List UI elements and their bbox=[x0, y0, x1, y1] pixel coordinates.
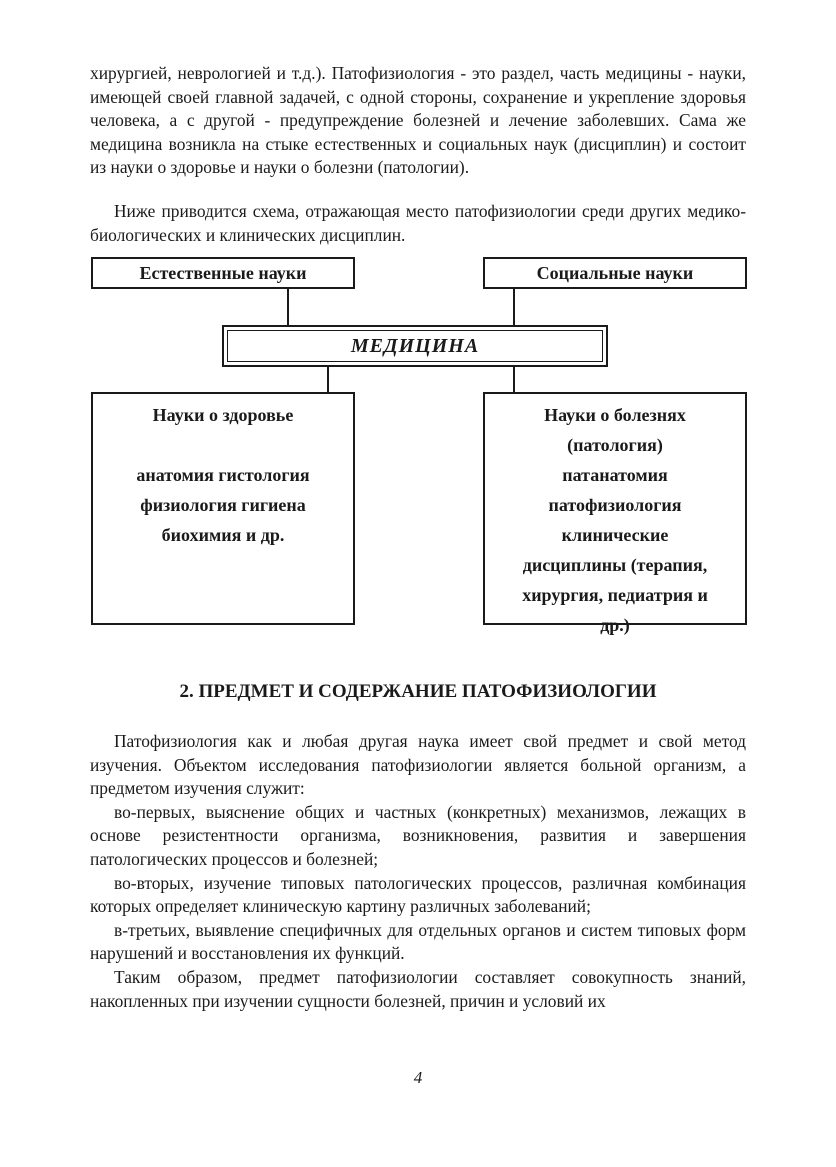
social-sciences-box: Социальные науки bbox=[483, 257, 747, 289]
health-sciences-line: биохимия и др. bbox=[161, 525, 285, 545]
health-sciences-title: Науки о здоровье bbox=[152, 405, 294, 425]
health-sciences-line: физиология гигиена bbox=[140, 495, 306, 515]
medicine-label: МЕДИЦИНА bbox=[227, 330, 603, 362]
section-paragraph: Патофизиология как и любая другая наука имеет свой предмет и свой метод изучения. Объектом исследования патофизиологии является больной организм, а предметом изучения служит: bbox=[90, 731, 746, 799]
disease-sciences-box bbox=[483, 392, 747, 635]
disease-sciences-line: др.) bbox=[600, 615, 630, 635]
disease-sciences-line: патанатомия bbox=[562, 465, 668, 485]
page-number: 4 bbox=[413, 1068, 423, 1087]
section-heading: 2. ПРЕДМЕТ И СОДЕРЖАНИЕ ПАТОФИЗИОЛОГИИ bbox=[179, 681, 657, 702]
section-paragraph: Таким образом, предмет патофизиологии составляет совокупность знаний, накопленных при изучении сущности болезней, причин и условий их bbox=[90, 966, 746, 1011]
connector-medicine-to-health bbox=[327, 367, 329, 392]
connector-social-to-medicine bbox=[513, 289, 515, 325]
disease-sciences-line: дисциплины (терапия, bbox=[522, 555, 708, 575]
natural-sciences-box: Естественные науки bbox=[91, 257, 355, 289]
medicine-box bbox=[222, 325, 608, 367]
disease-sciences-line: клинические bbox=[561, 525, 669, 545]
section-paragraph: во-первых, выяснение общих и частных (конкретных) механизмов, лежащих в основе резистентности организма, возникновения, развития и завершения патологических процессов и болезней; bbox=[90, 801, 746, 869]
disease-sciences-title: Науки о болезнях bbox=[544, 405, 686, 425]
disease-sciences-line: (патология) bbox=[567, 435, 663, 455]
intro-paragraph-1: хирургией, неврологией и т.д.). Патофизиология - это раздел, часть медицины - науки, имеющей своей главной задачей, с одной стороны, сохранение и укрепление здоровья человека, а с другой - предупреждение болезней и лечение заболевших. Сама же медицина возникла на стыке естественных и социальных наук (дисциплин) и состоит из науки о здоровье и науки о болезни (патологии). bbox=[90, 63, 746, 178]
section-body bbox=[90, 730, 746, 1013]
disease-sciences-line: патофизиология bbox=[548, 495, 682, 515]
health-sciences-line: анатомия гистология bbox=[136, 465, 310, 485]
health-sciences-box bbox=[91, 392, 355, 625]
connector-natural-to-medicine bbox=[287, 289, 289, 325]
section-paragraph: в-третьих, выявление специфичных для отдельных органов и систем типовых форм нарушений и восстановления их функций. bbox=[90, 919, 746, 964]
disease-sciences-line: хирургия, педиатрия и bbox=[522, 585, 708, 605]
section-paragraph: во-вторых, изучение типовых патологических процессов, различная комбинация которых определяет клиническую картину различных заболеваний; bbox=[90, 872, 746, 917]
connector-medicine-to-disease bbox=[513, 367, 515, 392]
intro-paragraph-2: Ниже приводится схема, отражающая место патофизиологии среди других медико-биологических и клинических дисциплин. bbox=[90, 201, 746, 245]
